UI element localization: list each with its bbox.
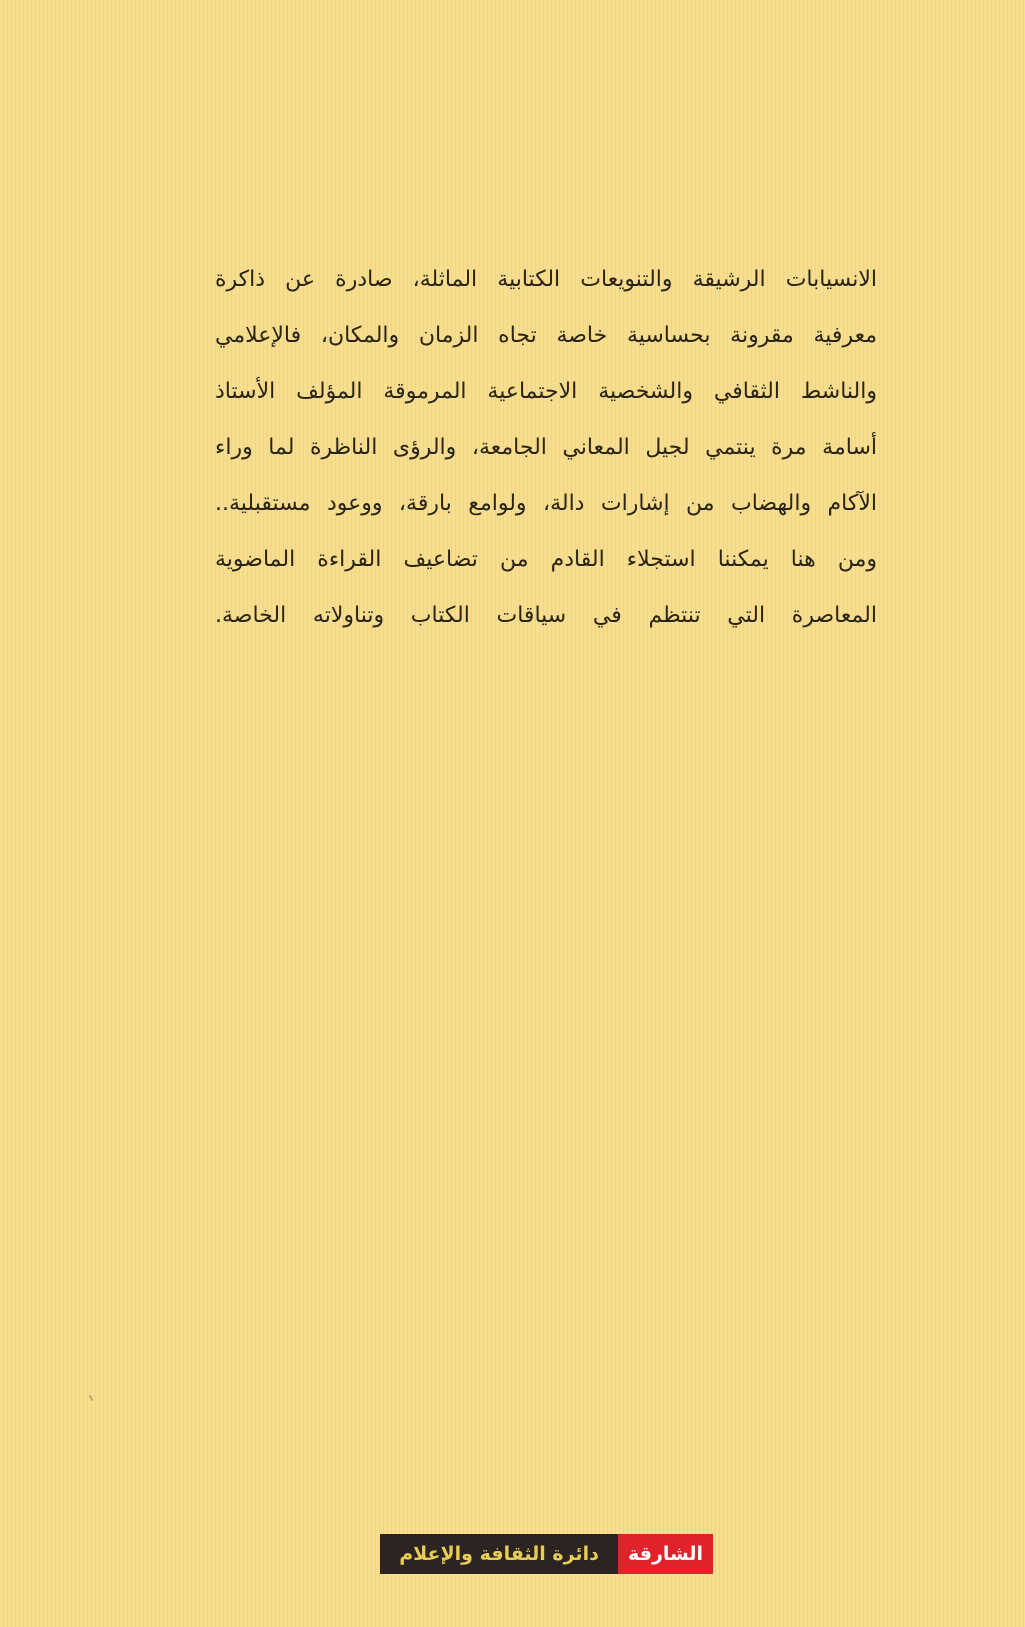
publisher-logo-highlight: الشارقة (618, 1534, 713, 1574)
blurb-line: أسامة مرة ينتمي لجيل المعاني الجامعة، والرؤى الناظرة لما وراء (215, 435, 877, 460)
blurb-line: المعاصرة التي تنتظم في سياقات الكتاب وتناولاته الخاصة. (215, 603, 877, 628)
blurb-line: الانسيابات الرشيقة والتنويعات الكتابية الماثلة، صادرة عن ذاكرة (215, 267, 877, 292)
blurb-line: ومن هنا يمكننا استجلاء القادم من تضاعيف القراءة الماضوية (215, 547, 877, 572)
publisher-logo (380, 1534, 713, 1574)
blurb-line: والناشط الثقافي والشخصية الاجتماعية المرموقة المؤلف الأستاذ (215, 379, 877, 404)
blurb-line: الآكام والهضاب من إشارات دالة، ولوامع بارقة، ووعود مستقبلية.. (215, 491, 877, 516)
blurb-text (215, 252, 877, 644)
publisher-logo-name: دائرة الثقافة والإعلام (380, 1534, 618, 1574)
paper-speck (89, 1395, 94, 1401)
blurb-line: معرفية مقرونة بحساسية خاصة تجاه الزمان والمكان، فالإعلامي (215, 323, 877, 348)
